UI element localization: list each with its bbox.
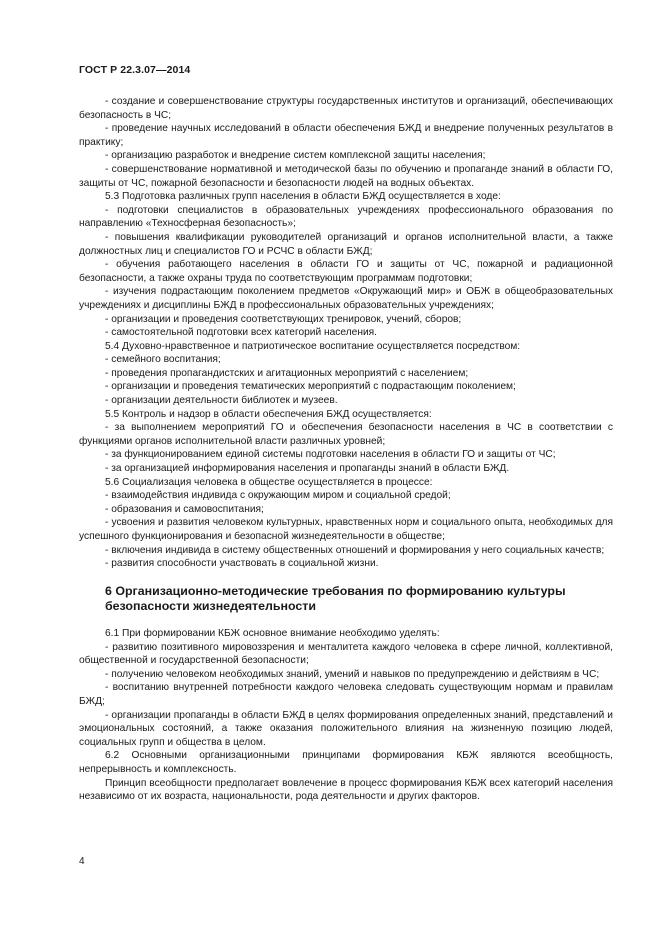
paragraph: - за выполнением мероприятий ГО и обеспечения безопасности населения в ЧС в соответствии с функциями органов исполнительной власти различных уровней; [79, 422, 613, 447]
paragraph: 5.6 Социализация человека в обществе осуществляется в процессе: [105, 476, 433, 488]
paragraph: - усвоения и развития человеком культурных, нравственных норм и социального опыта, необходимых для успешного функционирования и безопасной жизнедеятельности в обществе; [79, 517, 613, 542]
page-number: 4 [79, 856, 85, 867]
paragraph: - проведения пропагандистских и агитационных мероприятий с населением; [105, 367, 469, 379]
paragraph: 5.3 Подготовка различных групп населения в области БЖД осуществляется в ходе: [105, 191, 501, 203]
paragraph: - развития способности участвовать в социальной жизни. [105, 558, 379, 570]
paragraph: - за организацией информирования населения и пропаганды знаний в области БЖД. [105, 463, 510, 475]
paragraph: - взаимодействия индивида с окружающим миром и социальной средой; [105, 490, 451, 502]
paragraph: - организации и проведения тематических мероприятий с подрастающим поколением; [105, 381, 516, 393]
paragraph: 6.1 При формировании КБЖ основное внимание необходимо уделять: [105, 627, 440, 639]
paragraph: - за функционированием единой системы подготовки населения в области ГО и защиты от ЧС; [105, 449, 556, 461]
paragraph: - включения индивида в систему общественных отношений и формирования у него социальных качеств; [105, 544, 605, 556]
paragraph: - семейного воспитания; [105, 354, 221, 366]
paragraph: - организацию разработок и внедрение систем комплексной защиты населения; [105, 150, 486, 162]
paragraph: - изучения подрастающим поколением предметов «Окружающий мир» и ОБЖ в общеобразовательных учреждениях и дисциплины БЖД в профессиональных образовательных учреждениях; [79, 286, 613, 311]
paragraph: - создание и совершенствование структуры государственных институтов и организаций, обеспечивающих безопасность в ЧС; [79, 96, 613, 121]
paragraph: - получению человеком необходимых знаний, умений и навыков по предупреждению и действиям в ЧС; [105, 668, 600, 680]
paragraph: - проведение научных исследований в области обеспечения БЖД и внедрение полученных результатов в практику; [79, 123, 613, 148]
paragraph: Принцип всеобщности предполагает вовлечение в процесс формирования КБЖ всех категорий населения независимо от их возраста, национальности, рода деятельности и других факторов. [79, 777, 613, 803]
paragraph: - самостоятельной подготовки всех категорий населения. [105, 327, 377, 339]
paragraph: - развитию позитивного мировоззрения и менталитета каждого человека в сфере личной, коллективной, общественной и государственной безопасности; [79, 641, 613, 667]
paragraph: - обучения работающего населения в области ГО и защиты от ЧС, пожарной и радиационной безопасности, а также охраны труда по соответствующим программам подготовки; [79, 259, 613, 284]
paragraph: - образования и самовоспитания; [105, 503, 264, 515]
paragraph: - воспитанию внутренней потребности каждого человека следовать существующим нормам и правилам БЖД; [79, 682, 613, 707]
paragraph: - организации деятельности библиотек и музеев. [105, 395, 338, 407]
paragraph: 5.4 Духовно-нравственное и патриотическое воспитание осуществляется посредством: [105, 340, 521, 352]
paragraph: - организации и проведения соответствующих тренировок, учений, сборов; [105, 313, 462, 325]
document-header: ГОСТ Р 22.3.07—2014 [79, 64, 191, 76]
section-heading: 6 Организационно-методические требования по формированию культуры безопасности жизнедеятельности [105, 583, 566, 614]
paragraph: 6.2 Основными организационными принципами формирования КБЖ являются всеобщность, непрерывность и комплексность. [79, 750, 613, 775]
paragraph: - совершенствование нормативной и методической базы по обучению и пропаганде знаний в области ГО, защиты от ЧС, пожарной безопасности и безопасности людей на водных объектах. [79, 163, 613, 189]
page-content [79, 95, 613, 804]
paragraph: - подготовки специалистов в образовательных учреждениях профессионального образования по направлению «Техносферная безопасность»; [79, 204, 613, 230]
paragraph: 5.5 Контроль и надзор в области обеспечения БЖД осуществляется: [105, 408, 432, 420]
paragraph: - повышения квалификации руководителей организаций и органов исполнительной власти, а также должностных лиц и специалистов ГО и РСЧС в области БЖД; [79, 231, 613, 257]
paragraph: - организации пропаганды в области БЖД в целях формирования определенных знаний, представлений и эмоциональных состояний, а также оказания положительного влияния на жизненную позицию людей, социальных групп и общества в целом. [79, 709, 613, 748]
